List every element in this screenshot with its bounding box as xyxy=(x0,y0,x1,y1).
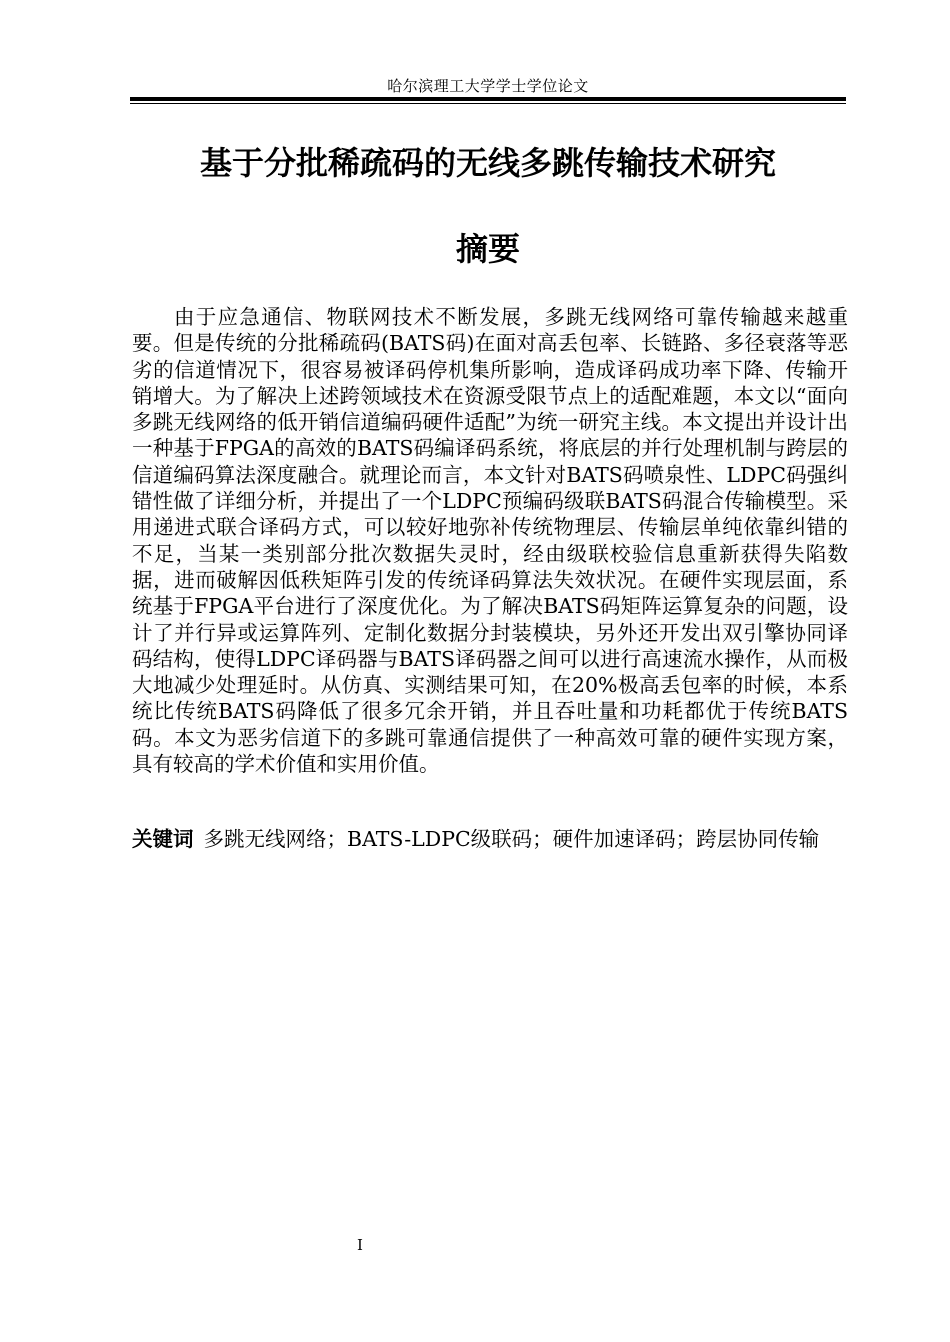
abstract-heading: 摘要 xyxy=(455,230,520,268)
keywords-text: 多跳无线网络；BATS-LDPC级联码；硬件加速译码；跨层协同传输 xyxy=(203,827,820,851)
document-title: 基于分批稀疏码的无线多跳传输技术研究 xyxy=(199,144,776,182)
abstract-paragraph: 由于应急通信、物联网技术不断发展，多跳无线网络可靠传输越来越重要。但是传统的分批稀疏码(BATS码)在面对高丢包率、长链路、多径衰落等恶劣的信道情况下，很容易被译码停机集所影响，造成译码成功率下降、传输开销增大。为了解决上述跨领域技术在资源受限节点上的适配难题，本文以“面向多跳无线网络的低开销信道编码硬件适配”为统一研究主线。本文提出并设计出一种基于FPGA的高效的BATS码编译码系统，将底层的并行处理机制与跨层的信道编码算法深度融合。就理论而言，本文针对BATS码喷泉性、LDPC码强纠错性做了详细分析，并提出了一个LDPC预编码级联BATS码混合传输模型。采用递进式联合译码方式，可以较好地弥补传统物理层、传输层单纯依靠纠错的不足，当某一类别部分批次数据失灵时，经由级联校验信息重新获得失陷数据，进而破解因低秩矩阵引发的传统译码算法失效状况。在硬件实现层面，系统基于FPGA平台进行了深度优化。为了解决BATS码矩阵运算复杂的问题，设计了并行异或运算阵列、定制化数据分封装模块，另外还开发出双引擎协同译码结构，使得LDPC译码器与BATS译码器之间可以进行高速流水操作，从而极大地减少处理延时。从仿真、实测结果可知，在20%极高丢包率的时候，本系统比传统BATS码降低了很多冗余开销，并且吞吐量和功耗都优于传统BATS码。本文为恶劣信道下的多跳可靠通信提供了一种高效可靠的硬件实现方案，具有较高的学术价值和实用价值。 xyxy=(132,305,848,777)
header-rule-thick xyxy=(130,97,846,101)
header-rule-thin xyxy=(130,103,846,104)
page-number: I xyxy=(357,1236,363,1254)
running-header: 哈尔滨理工大学学士学位论文 xyxy=(387,77,589,95)
keywords-label: 关键词 xyxy=(132,827,194,851)
keywords-line xyxy=(132,826,848,852)
